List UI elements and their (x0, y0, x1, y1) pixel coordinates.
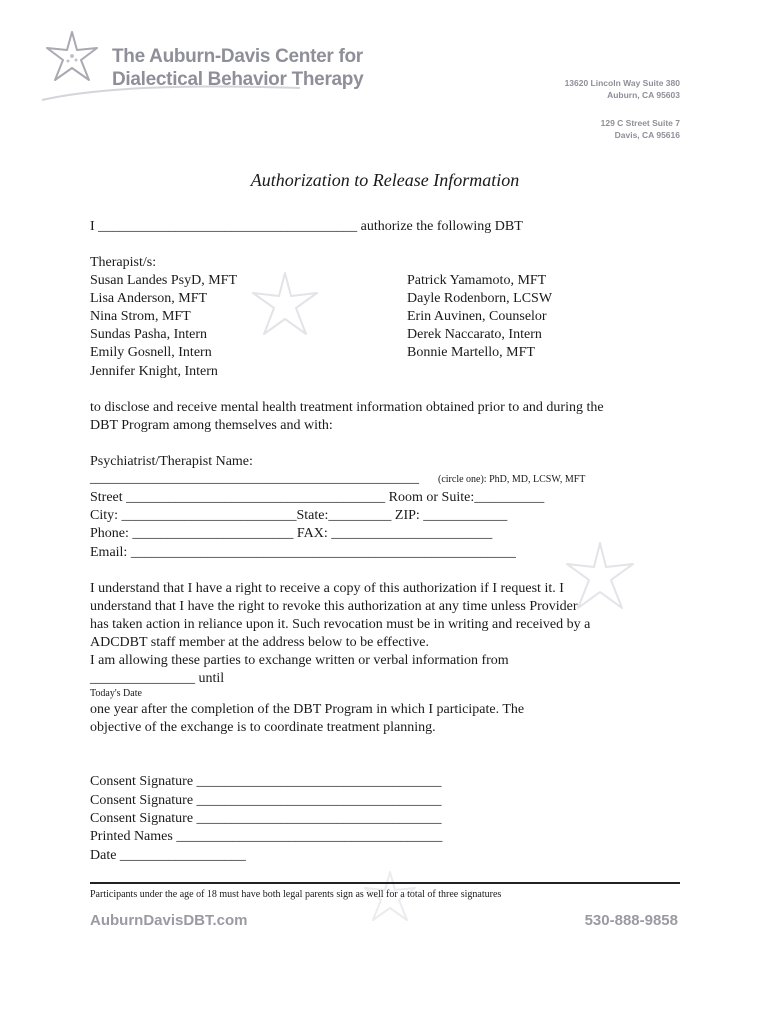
therapist-right-5: Bonnie Martello, MFT (407, 345, 535, 360)
therapist-left-2: Lisa Anderson, MFT (90, 291, 208, 306)
org-name-line1: The Auburn-Davis Center for (112, 46, 363, 67)
understand-para-line3: has taken action in reliance upon it. Such revocation must be in writing and received by a (90, 617, 591, 632)
address-auburn-city: Auburn, CA 95603 (607, 90, 680, 100)
address-davis-street: 129 C Street Suite 7 (600, 118, 680, 128)
understand-para-line5: I am allowing these parties to exchange written or verbal information from (90, 653, 509, 668)
city-state-zip-line[interactable]: City: _________________________State:_________ ZIP: ____________ (90, 508, 508, 523)
understand-para-line4: ADCDBT staff member at the address below to be effective. (90, 635, 430, 650)
disclose-para-line2: DBT Program among themselves and with: (90, 418, 333, 433)
org-name-line2: Dialectical Behavior Therapy (112, 69, 364, 90)
consent-signature-3[interactable]: Consent Signature ___________________________________ (90, 811, 442, 826)
consent-signature-2[interactable]: Consent Signature ___________________________________ (90, 793, 442, 808)
therapist-right-3: Erin Auvinen, Counselor (407, 309, 547, 324)
therapist-right-1: Patrick Yamamoto, MFT (407, 273, 547, 288)
phone-fax-line[interactable]: Phone: _______________________ FAX: _______________________ (90, 526, 493, 541)
therapist-left-3: Nina Strom, MFT (90, 309, 191, 324)
authorize-line: I _____________________________________ authorize the following DBT (90, 219, 523, 234)
address-auburn-street: 13620 Lincoln Way Suite 380 (564, 78, 680, 88)
therapist-left-6: Jennifer Knight, Intern (90, 364, 218, 379)
therapist-left-5: Emily Gosnell, Intern (90, 345, 212, 360)
year-para-line2: objective of the exchange is to coordinate treatment planning. (90, 720, 436, 735)
footer-website: AuburnDavisDBT.com (90, 912, 248, 929)
street-line[interactable]: Street _____________________________________ Room or Suite:__________ (90, 490, 545, 505)
credential-circle-options: (circle one): PhD, MD, LCSW, MFT (438, 474, 586, 485)
psychiatrist-label: Psychiatrist/Therapist Name: (90, 454, 253, 469)
todays-date-caption: Today's Date (90, 688, 142, 699)
understand-para-line1: I understand that I have a right to receive a copy of this authorization if I request it. I (90, 581, 564, 596)
psychiatrist-name-field[interactable]: _______________________________________________ (90, 471, 419, 486)
understand-para-line2: understand that I have the right to revoke this authorization at any time unless Provider (90, 599, 578, 614)
therapists-heading: Therapist/s: (90, 255, 157, 270)
address-davis-city: Davis, CA 95616 (614, 130, 680, 140)
date-field[interactable]: Date __________________ (90, 848, 246, 863)
year-para-line1: one year after the completion of the DBT Program in which I participate. The (90, 702, 525, 717)
email-line[interactable]: Email: _______________________________________________________ (90, 545, 516, 560)
footer-phone: 530-888-9858 (584, 912, 678, 929)
printed-names-field[interactable]: Printed Names ______________________________________ (90, 829, 443, 844)
therapist-left-4: Sundas Pasha, Intern (90, 327, 208, 342)
therapist-right-2: Dayle Rodenborn, LCSW (407, 291, 553, 306)
watermark-starfish-icon (245, 268, 325, 343)
participants-note: Participants under the age of 18 must have both legal parents sign as well for a total of three signatures (90, 889, 502, 900)
page-title: Authorization to Release Information (250, 170, 520, 190)
disclose-para-line1: to disclose and receive mental health treatment information obtained prior to and during the (90, 400, 604, 415)
consent-signature-1[interactable]: Consent Signature ___________________________________ (90, 774, 442, 789)
therapist-right-4: Derek Naccarato, Intern (407, 327, 542, 342)
therapist-left-1: Susan Landes PsyD, MFT (90, 273, 238, 288)
date-until-field[interactable]: _______________ until (90, 671, 225, 686)
footer-divider (90, 882, 680, 884)
